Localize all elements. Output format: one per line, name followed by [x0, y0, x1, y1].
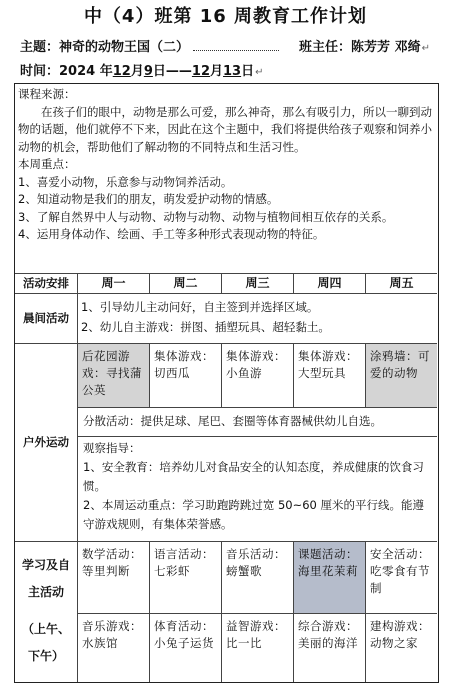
course-background-section: [18, 86, 436, 272]
day-header-mon: 周一: [101, 276, 126, 290]
start-day: 9: [143, 64, 153, 79]
arrangement-label: 活动安排: [23, 276, 69, 290]
theme-dotted-leader: [193, 40, 279, 51]
start-month: 12: [112, 64, 131, 79]
week-focus-heading: 本周重点：: [18, 157, 76, 171]
plan-table: [14, 83, 439, 683]
page-title: 中（4）班第 16 周教育工作计划: [83, 6, 368, 27]
guidance-item: 2、本周运动重点：学习助跑跨跳过宽 50~60 厘米的平行线。能遵守游戏规则，有集体荣誉感。: [83, 498, 425, 531]
theme-value: 神奇的动物王国（二）: [59, 40, 190, 55]
row-divider: [77, 436, 437, 437]
outdoor-game-mon: 后花园游戏：寻找蒲公英: [78, 344, 149, 407]
outdoor-game-tue: 集体游戏：切西瓜: [154, 349, 214, 380]
morning-activity-label: 晨间活动: [23, 311, 69, 325]
day-header-tue: 周二: [173, 276, 198, 290]
learning-label-line: 学习及自: [21, 558, 70, 572]
week-focus-item: 1、喜爱小动物，乐意参与动物饲养活动。: [18, 174, 233, 189]
end-day: 13: [223, 64, 242, 79]
date-dash: ——: [165, 64, 192, 79]
guidance-heading: 观察指导：: [83, 441, 141, 455]
theme-label: 主题：: [20, 40, 60, 55]
learning-am-mon: 数学活动：等里判断: [82, 547, 142, 578]
learning-pm-thu: 综合游戏：美丽的海洋: [298, 619, 358, 650]
week-focus-item: 4、运用身体动作、绘画、手工等多种形式表现动物的特征。: [18, 227, 325, 241]
day-header-thu: 周四: [317, 276, 342, 290]
course-source-paragraph: 在孩子们的眼中，动物是那么可爱，那么神奇，那么有吸引力，所以一聊到动物的话题，他们就停不下来，因此在这个主题中，我们将提供给孩子观察和饲养小动物的机会，帮助他们了解动物的不同特点和生活习性。: [18, 104, 432, 154]
outdoor-activity-label: 户外运动: [23, 435, 69, 449]
learning-label-line: 主活动: [27, 585, 64, 599]
morning-activity-item: 1、引导幼儿主动问好，自主签到并选择区域。: [81, 300, 319, 314]
theme-line: [20, 36, 430, 55]
learning-am-fri: 安全活动：吃零食有节制: [370, 547, 430, 595]
learning-pm-tue: 体育活动：小兔子运货: [154, 619, 214, 650]
week-focus-item: 3、了解自然界中人与动物、动物与动物、动物与植物间相互依存的关系。: [18, 209, 394, 224]
outdoor-game-thu: 集体游戏：大型玩具: [298, 349, 358, 380]
group-activity-text: 分散活动：提供足球、尾巴、套圈等体育器械供幼儿自选。: [83, 414, 382, 428]
paragraph-mark-icon: ↵: [255, 67, 264, 78]
learning-am-tue: 语言活动：七彩虾: [154, 547, 214, 578]
start-month-char: 月: [130, 64, 144, 79]
time-label: 时间：: [20, 64, 60, 79]
outdoor-game-wed: 集体游戏：小鱼游: [226, 349, 286, 380]
learning-pm-fri: 建构游戏：动物之家: [370, 619, 430, 650]
learning-label-line: 下午）: [27, 649, 64, 663]
end-day-char: 日: [241, 64, 255, 79]
observation-guidance: [83, 439, 435, 539]
outdoor-game-fri: 涂鸦墙：可爱的动物: [366, 344, 437, 407]
paragraph-mark-icon: ↵: [421, 43, 430, 54]
row-divider: [15, 293, 437, 294]
end-month-char: 月: [210, 64, 224, 79]
teacher-value: 陈芳芳 邓绮: [351, 40, 421, 55]
end-month: 12: [191, 64, 210, 79]
morning-activity-content: [81, 297, 435, 342]
row-divider: [77, 407, 437, 408]
learning-am-wed: 音乐活动：螃蟹歌: [226, 547, 286, 578]
course-source-heading: 课程来源：: [18, 87, 76, 101]
day-header-fri: 周五: [389, 276, 414, 290]
morning-activity-item: 2、幼儿自主游戏：拼图、插塑玩具、超轻黏土。: [81, 320, 330, 334]
day-header-wed: 周三: [245, 276, 270, 290]
learning-pm-mon: 音乐游戏：水族馆: [82, 619, 142, 650]
time-line: [20, 60, 264, 79]
time-year: 2024 年: [59, 64, 113, 79]
learning-label-line: （上午、: [21, 622, 70, 636]
week-focus-item: 2、知道动物是我们的朋友，萌发爱护动物的情感。: [18, 192, 279, 206]
learning-pm-wed: 益智游戏：比一比: [226, 619, 286, 650]
teacher-label: 班主任：: [299, 40, 352, 55]
learning-activity-label: [15, 542, 77, 682]
learning-am-thu: 课题活动：海里花茉莉: [294, 542, 365, 613]
guidance-item: 1、安全教育：培养幼儿对食品安全的认知态度，养成健康的饮食习惯。: [83, 460, 424, 493]
start-day-char: 日: [152, 64, 166, 79]
